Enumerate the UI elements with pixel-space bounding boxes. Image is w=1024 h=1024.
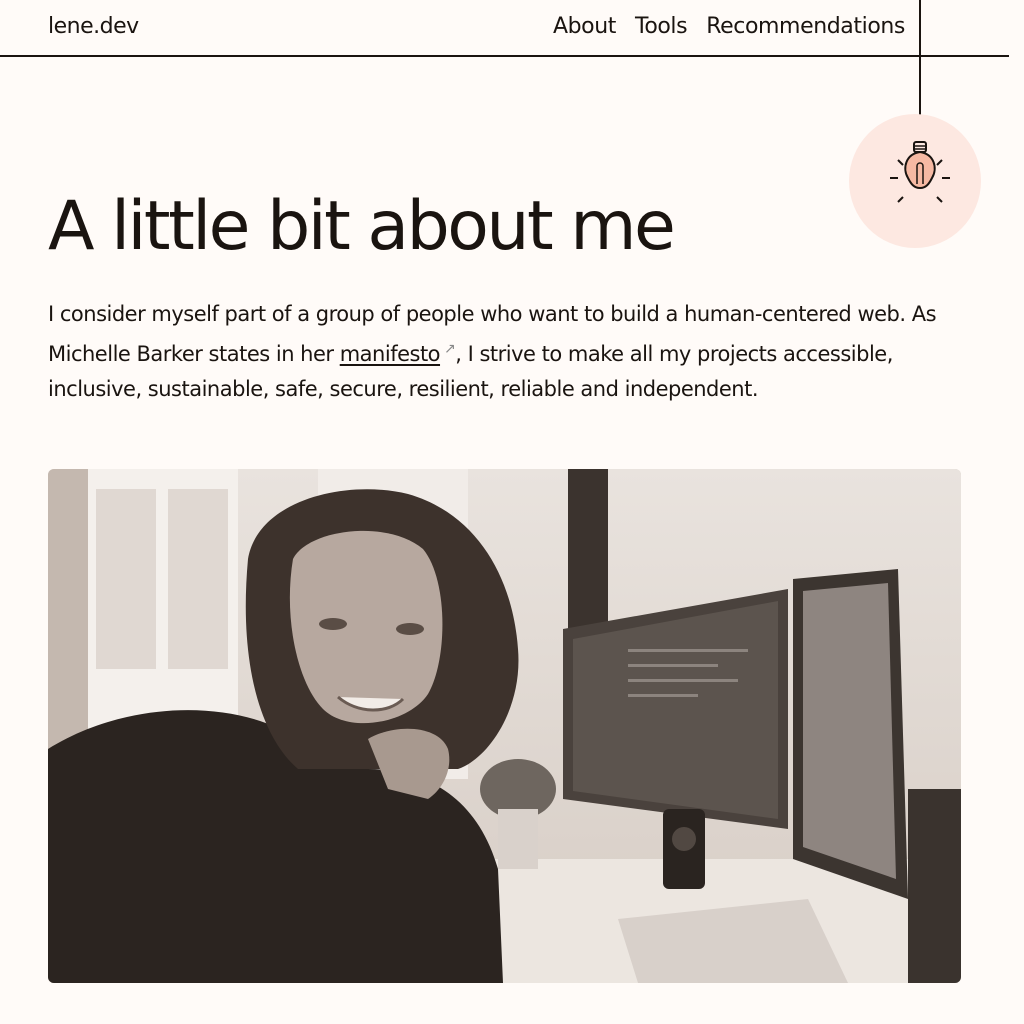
site-header xyxy=(0,0,1009,57)
intro-paragraph xyxy=(48,297,968,407)
lightbulb-icon xyxy=(884,136,956,208)
intro-text-end: , I strive to make all my projects accessible, inclusive, sustainable, safe, secure, resilient, reliable and independent. xyxy=(48,342,893,401)
manifesto-link[interactable]: manifesto xyxy=(339,342,441,366)
nav-item-tools[interactable]: Tools xyxy=(635,14,688,39)
page-title: A little bit about me xyxy=(48,187,674,266)
site-logo[interactable]: lene.dev xyxy=(48,14,139,39)
portrait-photo xyxy=(48,469,961,983)
next-paragraph-cut-off xyxy=(48,1006,968,1024)
external-link-icon: ↗ xyxy=(444,341,456,357)
nav-item-about[interactable]: About xyxy=(552,14,617,39)
main-nav xyxy=(553,14,905,39)
nav-item-recommendations[interactable]: Recommendations xyxy=(706,14,905,39)
intro-text-start: I consider myself part of a group of people who want to build a human-centered web. As Michelle Barker states in her xyxy=(48,302,937,366)
